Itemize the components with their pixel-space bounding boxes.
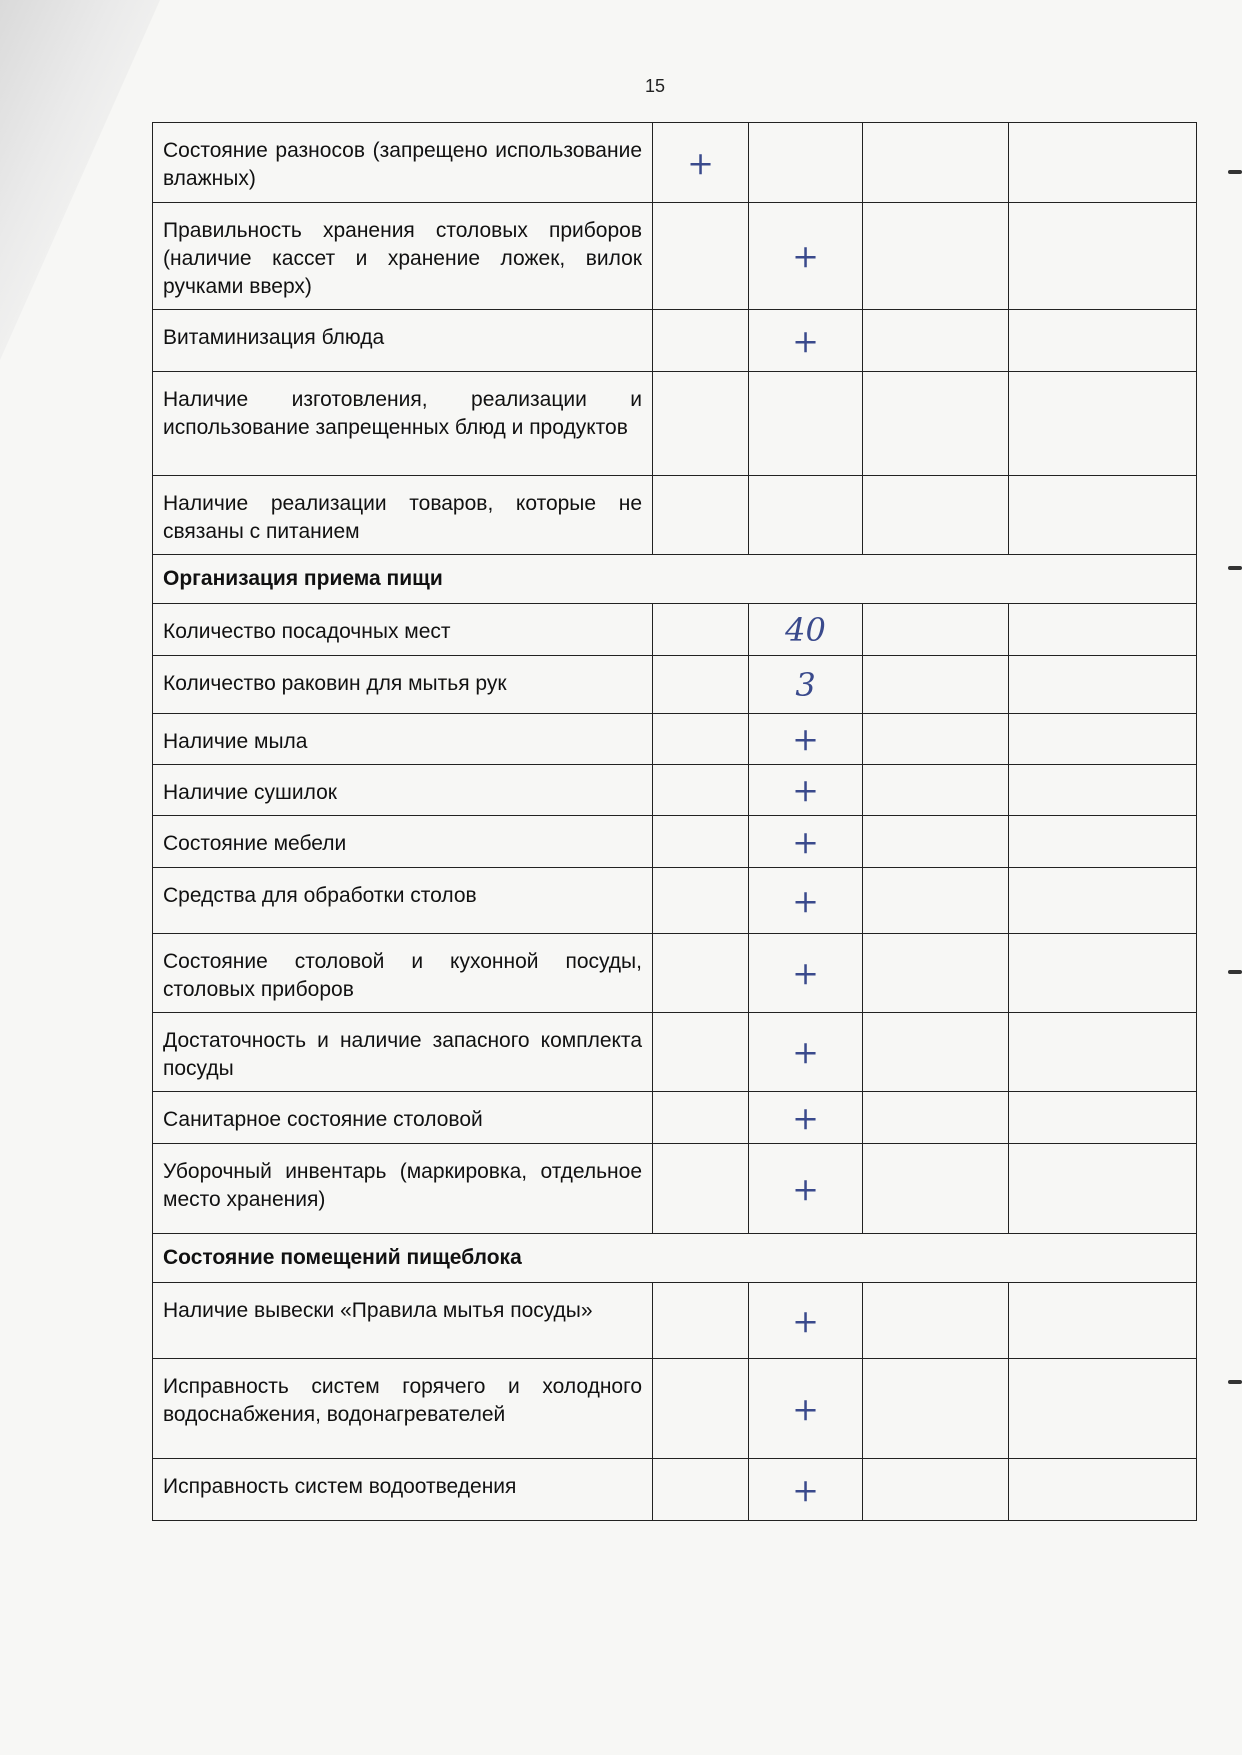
mark-cell (863, 1144, 1009, 1234)
mark-cell (749, 372, 863, 476)
mark-cell (653, 934, 749, 1013)
criterion-cell: Наличие вывески «Правила мытья посуды» (153, 1283, 653, 1359)
table-row (153, 656, 1197, 714)
mark-cell (749, 123, 863, 203)
criterion-cell: Наличие изготовления, реализации и использование запрещенных блюд и продуктов (153, 372, 653, 476)
mark-cell (863, 1092, 1009, 1144)
mark-cell (863, 372, 1009, 476)
criterion-cell: Исправность систем горячего и холодного водоснабжения, водонагревателей (153, 1359, 653, 1459)
mark-cell (653, 604, 749, 656)
criterion-cell: Наличие реализации товаров, которые не связаны с питанием (153, 476, 653, 555)
page-corner-shadow (0, 0, 160, 360)
mark-cell (653, 203, 749, 310)
mark-cell (749, 476, 863, 555)
mark-cell (653, 765, 749, 816)
mark-cell (863, 714, 1009, 765)
mark-cell: + (749, 714, 863, 765)
mark-cell (1009, 372, 1197, 476)
mark-cell: + (749, 203, 863, 310)
mark-cell (1009, 1144, 1197, 1234)
criterion-cell: Санитарное состояние столовой (153, 1092, 653, 1144)
mark-cell: + (749, 1459, 863, 1521)
binding-mark (1228, 970, 1242, 974)
mark-cell (1009, 1283, 1197, 1359)
mark-cell (1009, 1459, 1197, 1521)
mark-cell (653, 1092, 749, 1144)
mark-cell (863, 604, 1009, 656)
mark-cell (1009, 123, 1197, 203)
mark-cell (1009, 1359, 1197, 1459)
table-row (153, 816, 1197, 868)
binding-mark (1228, 566, 1242, 570)
mark-cell (1009, 476, 1197, 555)
mark-cell (1009, 816, 1197, 868)
mark-cell (1009, 203, 1197, 310)
mark-cell (863, 476, 1009, 555)
mark-cell (863, 1359, 1009, 1459)
mark-cell: + (653, 123, 749, 203)
binding-mark (1228, 1380, 1242, 1384)
mark-cell: 3 (749, 656, 863, 714)
mark-cell (863, 310, 1009, 372)
mark-cell (1009, 765, 1197, 816)
mark-cell (863, 1459, 1009, 1521)
mark-cell (653, 1013, 749, 1092)
table-row (153, 714, 1197, 765)
mark-cell (1009, 310, 1197, 372)
mark-cell (863, 765, 1009, 816)
section-header-row (153, 555, 1197, 604)
criterion-cell: Количество посадочных мест (153, 604, 653, 656)
table-row (153, 1283, 1197, 1359)
mark-cell (863, 203, 1009, 310)
mark-cell (1009, 604, 1197, 656)
mark-cell (1009, 714, 1197, 765)
table-row (153, 310, 1197, 372)
table-row (153, 1144, 1197, 1234)
mark-cell (1009, 868, 1197, 934)
page-number: 15 (644, 76, 666, 96)
mark-cell: + (749, 1092, 863, 1144)
mark-cell (653, 816, 749, 868)
criterion-cell: Достаточность и наличие запасного комплекта посуды (153, 1013, 653, 1092)
mark-cell: + (749, 310, 863, 372)
mark-cell (863, 934, 1009, 1013)
mark-cell (863, 868, 1009, 934)
criterion-cell: Средства для обработки столов (153, 868, 653, 934)
table-row (153, 123, 1197, 203)
mark-cell: 40 (749, 604, 863, 656)
table-row (153, 372, 1197, 476)
table-row (153, 1359, 1197, 1459)
mark-cell (653, 372, 749, 476)
criterion-cell: Наличие мыла (153, 714, 653, 765)
section-header-row (153, 1234, 1197, 1283)
mark-cell (1009, 934, 1197, 1013)
section-title: Организация приема пищи (153, 555, 1197, 604)
table-row (153, 476, 1197, 555)
mark-cell: + (749, 934, 863, 1013)
table-row (153, 868, 1197, 934)
criterion-cell: Правильность хранения столовых приборов (наличие кассет и хранение ложек, вилок ручками вверх) (153, 203, 653, 310)
checklist-sheet (152, 122, 1196, 1521)
mark-cell: + (749, 868, 863, 934)
table-row (153, 1013, 1197, 1092)
mark-cell (653, 310, 749, 372)
mark-cell: + (749, 1283, 863, 1359)
mark-cell (863, 1283, 1009, 1359)
mark-cell: + (749, 1144, 863, 1234)
mark-cell (653, 656, 749, 714)
table-row (153, 934, 1197, 1013)
table-row (153, 604, 1197, 656)
mark-cell (653, 1459, 749, 1521)
criterion-cell: Состояние мебели (153, 816, 653, 868)
mark-cell: + (749, 1359, 863, 1459)
table-row (153, 765, 1197, 816)
mark-cell: + (749, 1013, 863, 1092)
mark-cell (863, 656, 1009, 714)
mark-cell (863, 816, 1009, 868)
criterion-cell: Витаминизация блюда (153, 310, 653, 372)
mark-cell (653, 714, 749, 765)
criterion-cell: Количество раковин для мытья рук (153, 656, 653, 714)
table-row (153, 1092, 1197, 1144)
checklist-table (152, 122, 1197, 1521)
mark-cell (653, 1144, 749, 1234)
section-title: Состояние помещений пищеблока (153, 1234, 1197, 1283)
mark-cell (1009, 1013, 1197, 1092)
mark-cell: + (749, 765, 863, 816)
criterion-cell: Состояние разносов (запрещено использование влажных) (153, 123, 653, 203)
criterion-cell: Наличие сушилок (153, 765, 653, 816)
table-row (153, 1459, 1197, 1521)
mark-cell (1009, 1092, 1197, 1144)
binding-mark (1228, 170, 1242, 174)
mark-cell (653, 1283, 749, 1359)
mark-cell (863, 1013, 1009, 1092)
criterion-cell: Уборочный инвентарь (маркировка, отдельное место хранения) (153, 1144, 653, 1234)
table-row (153, 203, 1197, 310)
mark-cell (653, 1359, 749, 1459)
mark-cell (863, 123, 1009, 203)
mark-cell (1009, 656, 1197, 714)
criterion-cell: Исправность систем водоотведения (153, 1459, 653, 1521)
mark-cell: + (749, 816, 863, 868)
criterion-cell: Состояние столовой и кухонной посуды, столовых приборов (153, 934, 653, 1013)
mark-cell (653, 476, 749, 555)
mark-cell (653, 868, 749, 934)
